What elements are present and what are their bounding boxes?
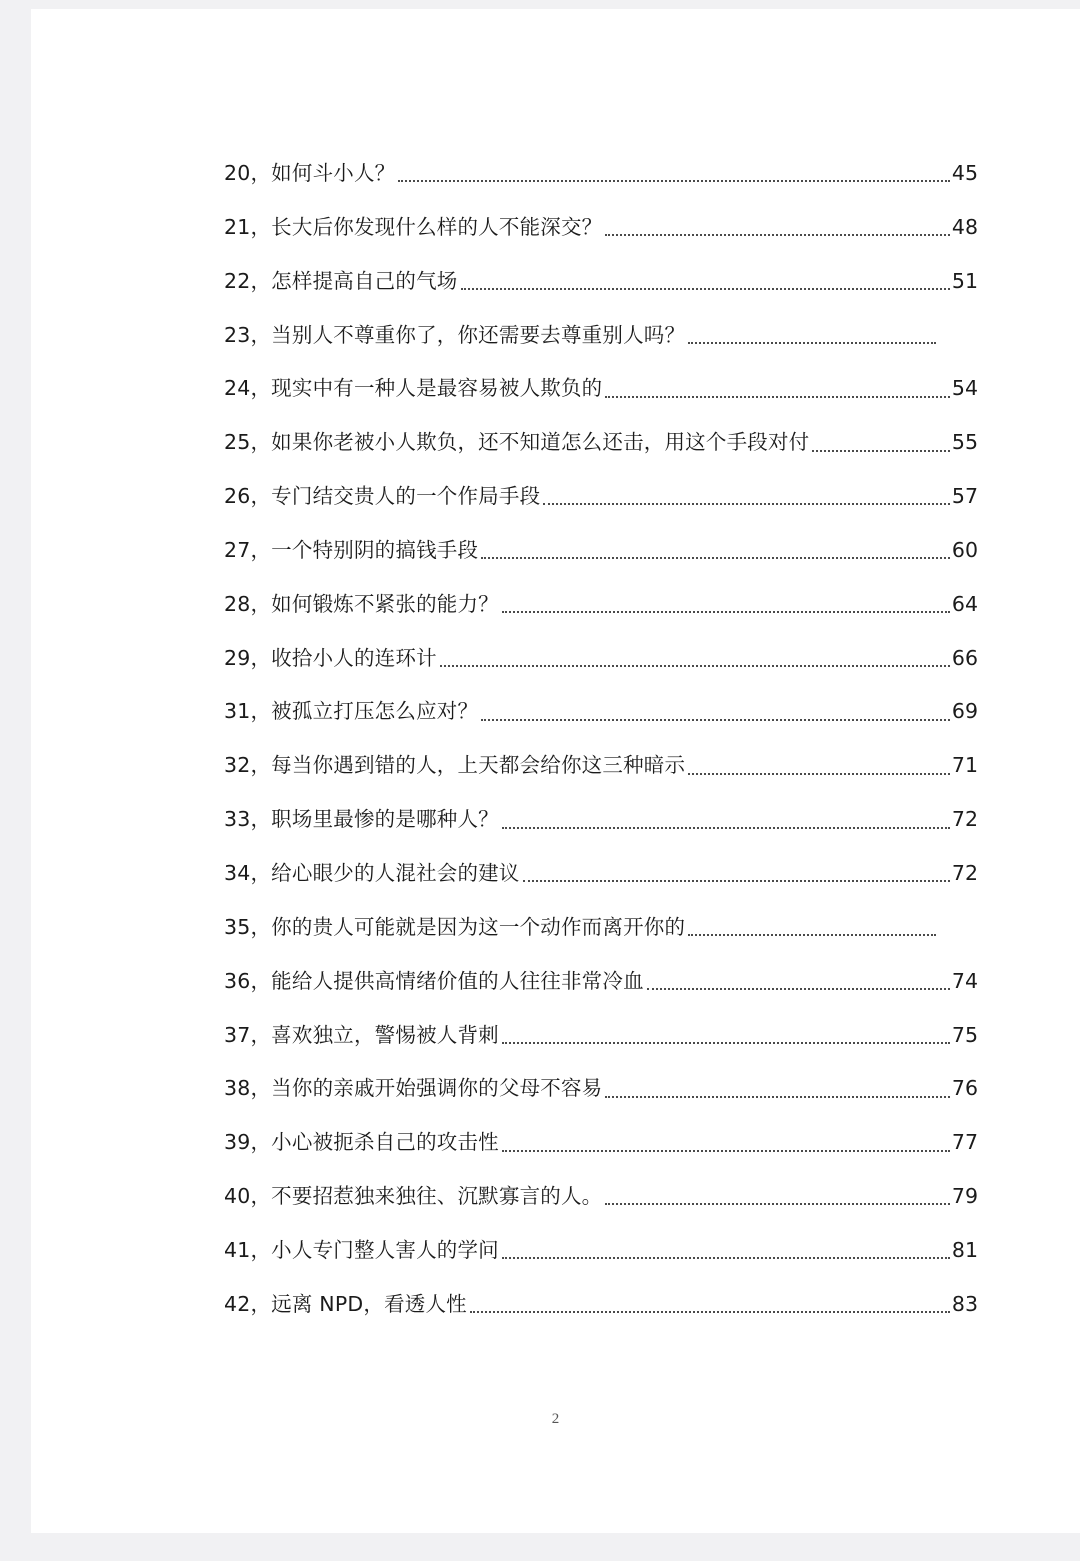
toc-dot-leader — [605, 233, 950, 236]
toc-entry-page: 55 — [951, 430, 978, 455]
toc-entry-page: 48 — [951, 214, 978, 239]
toc-entry-page: 74 — [951, 968, 978, 993]
toc-dot-leader — [523, 879, 950, 882]
toc-entry[interactable] — [224, 739, 978, 793]
toc-entry[interactable] — [224, 1009, 978, 1063]
toc-entry-page: 77 — [951, 1130, 978, 1155]
toc-entry[interactable] — [224, 470, 978, 524]
document-page — [31, 9, 1080, 1533]
toc-dot-leader — [605, 1095, 950, 1098]
toc-entry-page: 75 — [951, 1022, 978, 1047]
toc-entry-title: 39，小心被扼杀自己的攻击性 — [224, 1130, 499, 1155]
toc-entry[interactable] — [224, 847, 978, 901]
toc-entry-title: 32，每当你遇到错的人，上天都会给你这三种暗示 — [224, 753, 686, 778]
toc-entry-page: 83 — [951, 1291, 978, 1316]
toc-entry[interactable] — [224, 524, 978, 578]
toc-entry-title: 36，能给人提供高情绪价值的人往往非常冷血 — [224, 968, 644, 993]
toc-dot-leader — [502, 1149, 950, 1152]
toc-entry[interactable] — [224, 685, 978, 739]
toc-dot-leader — [502, 826, 950, 829]
toc-entry[interactable] — [224, 255, 978, 309]
toc-dot-leader — [688, 933, 936, 936]
page-number: 2 — [551, 1411, 560, 1427]
toc-entry-title: 23，当别人不尊重你了，你还需要去尊重别人吗？ — [224, 322, 686, 347]
toc-entry[interactable] — [224, 201, 978, 255]
toc-dot-leader — [688, 341, 936, 344]
toc-entry-title: 25，如果你老被小人欺负，还不知道怎么还击，用这个手段对付 — [224, 430, 810, 455]
toc-entry[interactable] — [224, 793, 978, 847]
toc-entry-title: 40，不要招惹独来独往、沉默寡言的人。 — [224, 1184, 603, 1209]
toc-entry-page: 72 — [951, 860, 978, 885]
toc-entry[interactable] — [224, 1224, 978, 1278]
toc-entry-title: 41，小人专门整人害人的学问 — [224, 1237, 499, 1262]
toc-entry[interactable] — [224, 1116, 978, 1170]
toc-dot-leader — [481, 718, 950, 721]
toc-entry-title: 42，远离 NPD，看透人性 — [224, 1291, 467, 1316]
toc-dot-leader — [461, 287, 950, 290]
toc-entry-page: 45 — [951, 161, 978, 185]
toc-entry[interactable] — [224, 362, 978, 416]
toc-dot-leader — [481, 556, 950, 559]
toc-dot-leader — [502, 1256, 950, 1259]
toc-entry[interactable] — [224, 901, 978, 955]
toc-entry[interactable] — [224, 1062, 978, 1116]
toc-entry[interactable] — [224, 416, 978, 470]
toc-dot-leader — [398, 179, 950, 182]
toc-entry[interactable] — [224, 578, 978, 632]
toc-entry-title: 37，喜欢独立，警惕被人背刺 — [224, 1022, 499, 1047]
toc-entry-title: 27，一个特别阴的搞钱手段 — [224, 537, 479, 562]
toc-entry-title: 34，给心眼少的人混社会的建议 — [224, 860, 520, 885]
toc-entry-title: 20，如何斗小人？ — [224, 161, 396, 185]
toc-entry-title: 35，你的贵人可能就是因为这一个动作而离开你的 — [224, 914, 686, 939]
toc-dot-leader — [688, 772, 950, 775]
toc-entry-title: 26，专门结交贵人的一个作局手段 — [224, 484, 541, 509]
toc-entry[interactable] — [224, 1170, 978, 1224]
toc-entry-page: 79 — [951, 1184, 978, 1209]
toc-entry[interactable] — [224, 147, 978, 201]
toc-dot-leader — [605, 395, 950, 398]
toc-entry[interactable] — [224, 955, 978, 1009]
toc-entry[interactable] — [224, 1278, 978, 1332]
toc-dot-leader — [812, 449, 950, 452]
toc-entry-title: 31，被孤立打压怎么应对？ — [224, 699, 479, 724]
toc-entry-page: 60 — [951, 537, 978, 562]
toc-entry-page: 51 — [951, 268, 978, 293]
toc-entry-title: 24，现实中有一种人是最容易被人欺负的 — [224, 376, 603, 401]
toc-entry-page: 71 — [951, 753, 978, 778]
toc-entry-page: 54 — [951, 376, 978, 401]
toc-entry-title: 28，如何锻炼不紧张的能力？ — [224, 591, 499, 616]
toc-entry-title: 29，收拾小人的连环计 — [224, 645, 437, 670]
toc-dot-leader — [502, 1041, 950, 1044]
toc-entry-page: 81 — [951, 1237, 978, 1262]
toc-entry-page: 72 — [951, 807, 978, 832]
toc-entry-page: 69 — [951, 699, 978, 724]
toc-entry-page: 64 — [951, 591, 978, 616]
toc-entry-title: 38，当你的亲戚开始强调你的父母不容易 — [224, 1076, 603, 1101]
toc-entry-page: 66 — [951, 645, 978, 670]
toc-dot-leader — [543, 502, 950, 505]
toc-entry[interactable] — [224, 632, 978, 686]
table-of-contents — [224, 147, 978, 1332]
toc-dot-leader — [502, 610, 950, 613]
toc-entry-title: 22，怎样提高自己的气场 — [224, 268, 458, 293]
toc-entry-title: 21，长大后你发现什么样的人不能深交？ — [224, 214, 603, 239]
toc-dot-leader — [647, 987, 950, 990]
toc-dot-leader — [440, 664, 950, 667]
toc-entry[interactable] — [224, 309, 978, 363]
toc-entry-page: 76 — [951, 1076, 978, 1101]
toc-entry-page: 57 — [951, 484, 978, 509]
toc-dot-leader — [470, 1310, 950, 1313]
toc-entry-title: 33，职场里最惨的是哪种人？ — [224, 807, 499, 832]
toc-dot-leader — [605, 1202, 950, 1205]
